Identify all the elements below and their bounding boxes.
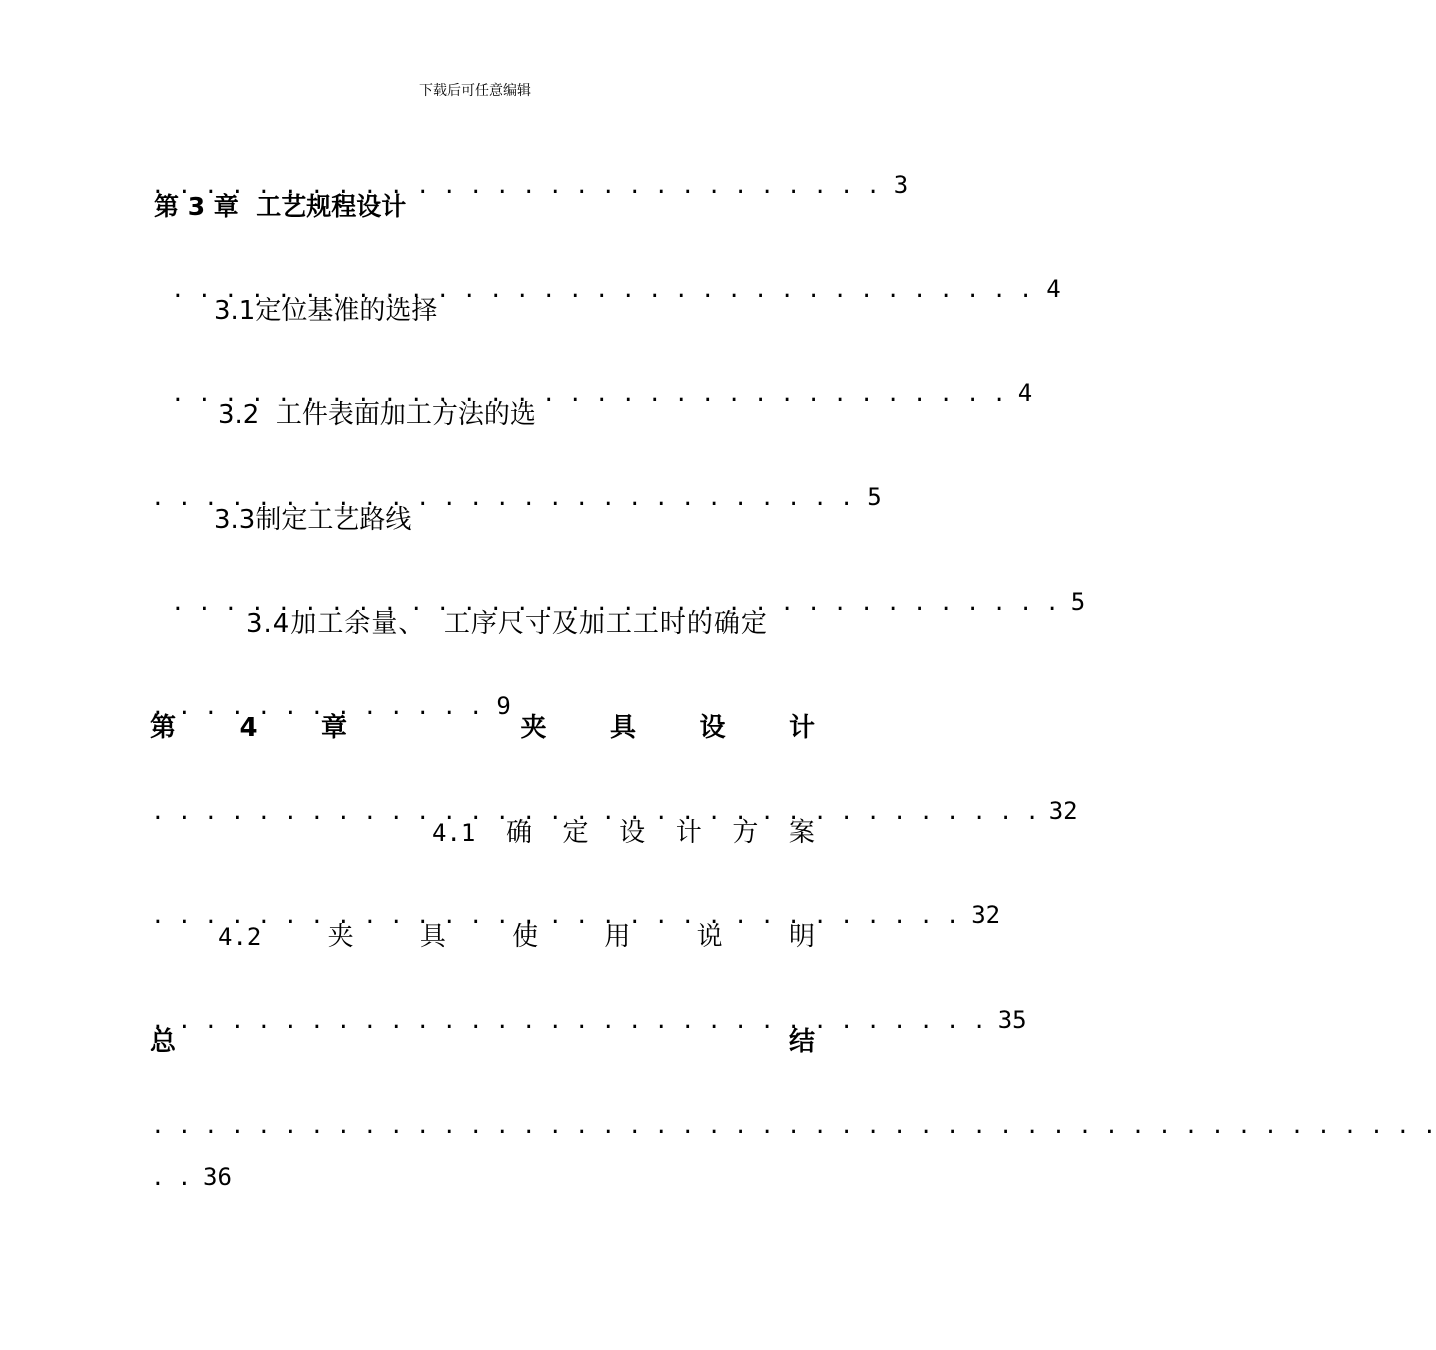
page-number: 32 bbox=[1048, 797, 1078, 825]
leader-dots: . . . . . . . . . . . . . bbox=[151, 695, 483, 720]
toc-section-3-4-title[interactable]: 3.4加工余量、 工序尺寸及加工工时的确定 bbox=[246, 609, 768, 639]
title-word: 具 bbox=[419, 922, 446, 952]
leader-dots: . . . . . . . . . . . . . . . . . . . . . . . . . . . . . . . . . . bbox=[151, 800, 1039, 825]
leader-dots: . . . . . . . . . . . . . . . . . . . . . . . . . . . . . . . . bbox=[171, 382, 1006, 407]
toc-leader-row bbox=[136, 1132, 232, 1194]
title-word: 计 bbox=[788, 713, 815, 743]
page-number: 36 bbox=[203, 1163, 232, 1191]
title-word: 计 bbox=[675, 818, 702, 848]
page-number: 5 bbox=[1070, 588, 1086, 616]
leader-dots: . . . . . . . . . . . . . . . . . . . . . . . . . . . . . . . . bbox=[151, 1009, 986, 1034]
title-word: 第 bbox=[150, 713, 177, 743]
leader-dots: . . bbox=[151, 1166, 192, 1191]
toc-section-3-3-title[interactable]: 3.3制定工艺路线 bbox=[214, 505, 412, 535]
page-number: 4 bbox=[1046, 275, 1061, 303]
leader-dots: . . . . . . . . . . . . . . . . . . . . . . . . . . . . . . . . . . . . . . . . . . . . . . . . . bbox=[151, 1114, 1436, 1139]
toc-summary-title[interactable] bbox=[150, 1027, 815, 1057]
title-word: 确 bbox=[505, 818, 532, 848]
page-header: 下载后可任意编辑 bbox=[419, 83, 531, 99]
title-word: 用 bbox=[604, 922, 631, 952]
page-number: 9 bbox=[496, 692, 511, 720]
toc-leader-row bbox=[136, 1080, 1436, 1142]
page-number: 32 bbox=[971, 901, 1001, 929]
leader-dots: . . . . . . . . . . . . . . . . . . . . . . . . . . . bbox=[151, 486, 854, 511]
section-number: 4.1 bbox=[432, 819, 476, 847]
page-number: 5 bbox=[867, 483, 882, 511]
leader-dots: . . . . . . . . . . . . . . . . . . . . . . . . . . . . . . . bbox=[151, 904, 960, 929]
title-word: 明 bbox=[788, 922, 815, 952]
page-number: 3 bbox=[893, 171, 909, 199]
title-word: 结 bbox=[788, 1027, 815, 1057]
title-word: 案 bbox=[788, 818, 815, 848]
title-word: 设 bbox=[699, 713, 726, 743]
title-word: 定 bbox=[562, 818, 589, 848]
leader-dots: . . . . . . . . . . . . . . . . . . . . . . . . . . . . bbox=[151, 174, 880, 199]
title-word: 4 bbox=[239, 713, 258, 743]
toc-section-4-1-title[interactable] bbox=[432, 818, 815, 848]
title-word: 章 bbox=[321, 713, 348, 743]
title-word: 夹 bbox=[520, 713, 547, 743]
leader-dots: . . . . . . . . . . . . . . . . . . . . . . . . . . . . . . . . . . bbox=[171, 591, 1059, 616]
title-word: 夹 bbox=[327, 922, 354, 952]
section-number: 4.2 bbox=[218, 923, 262, 951]
toc-section-4-2-title[interactable] bbox=[218, 922, 815, 952]
title-word: 使 bbox=[512, 922, 539, 952]
page-number: 4 bbox=[1017, 379, 1033, 407]
toc-chapter-3-title[interactable]: 第 3 章 工艺规程设计 bbox=[154, 192, 407, 221]
toc-section-3-1-title[interactable]: 3.1定位基准的选择 bbox=[214, 296, 438, 326]
title-word: 总 bbox=[150, 1027, 177, 1057]
title-word: 方 bbox=[732, 818, 759, 848]
title-word: 具 bbox=[610, 713, 637, 743]
toc-chapter-4-title[interactable] bbox=[150, 713, 815, 743]
title-word: 设 bbox=[619, 818, 646, 848]
toc-section-3-2-title[interactable]: 3.2 工件表面加工方法的选 bbox=[218, 400, 536, 430]
title-word: 说 bbox=[696, 922, 723, 952]
page-number: 35 bbox=[997, 1006, 1027, 1034]
leader-dots: . . . . . . . . . . . . . . . . . . . . . . . . . . . . . . . . . bbox=[171, 278, 1033, 303]
